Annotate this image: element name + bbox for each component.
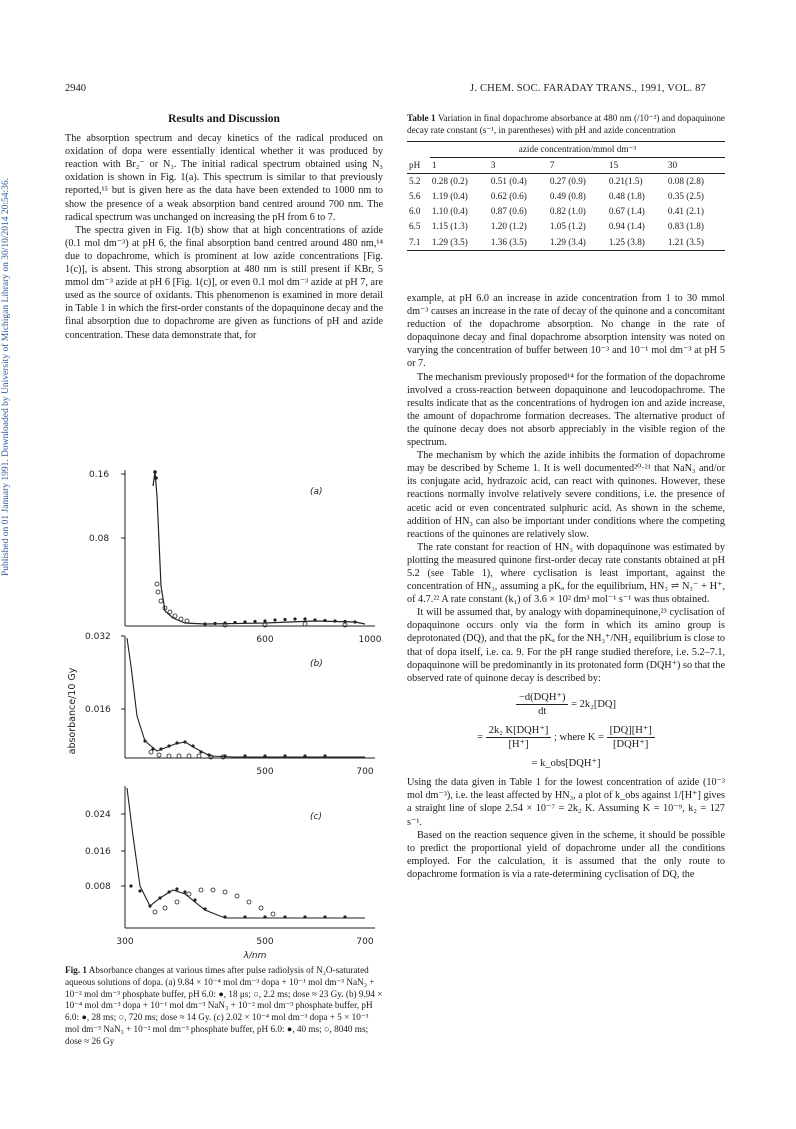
eq-numerator: −d(DQH⁺) (516, 691, 568, 705)
x-axis-label: λ/nm (243, 951, 267, 961)
paragraph: The rate constant for reaction of HN₃ with dopaquinone was estimated by plotting the measured quinone first-order decay rate constants obtained at pH 5.2 (see Table 1), where cyclisation is least important, against the concentration of HN₃, assuming a pKₐ for the equilibrium, HN₃ ⇌ N₃⁻ + H⁺, of 4.7.²² A rate constant (k₁) of 3.6 × 10² dm³ mol⁻¹ s⁻¹ was thus obtained. (407, 541, 725, 606)
tick-label: 700 (356, 937, 374, 947)
equation-2 (407, 724, 725, 751)
eq-numerator: [DQ][H⁺] (607, 724, 655, 738)
tick-label: 500 (256, 937, 274, 947)
journal-header: J. CHEM. SOC. FARADAY TRANS., 1991, VOL. 87 (470, 83, 706, 94)
table-cell: 1.19 (0.4) (431, 191, 468, 202)
column-header: 3 (489, 158, 548, 174)
table-cell: 1.25 (3.8) (607, 235, 666, 251)
table-cell: 0.67 (1.4) (608, 206, 645, 217)
tick-label: 0.08 (89, 534, 110, 544)
table-row (407, 235, 725, 251)
table-cell: 0.48 (1.8) (608, 191, 645, 202)
tick-label: 1000 (358, 635, 382, 645)
panel-label: (b) (310, 659, 323, 669)
panel-a (89, 470, 382, 645)
table-cell: 1.36 (3.5) (489, 235, 548, 251)
figure-1 (65, 466, 395, 961)
table-cell: 0.94 (1.4) (608, 221, 645, 232)
eq-numerator: 2k₂ K[DQH⁺] (486, 724, 552, 738)
table-cell: 0.28 (0.2) (431, 176, 468, 187)
panel-label: (a) (310, 487, 323, 497)
table-cell: 0.83 (1.8) (667, 221, 704, 232)
table-cell: 1.15 (1.3) (431, 221, 468, 232)
panel-b (85, 632, 375, 777)
table-cell: 1.05 (1.2) (549, 221, 586, 232)
tick-label: 600 (256, 635, 274, 645)
tick-label: 0.016 (85, 705, 111, 715)
eq-denominator: [H⁺] (508, 739, 529, 751)
page-number: 2940 (65, 83, 86, 94)
table-cell: 1.20 (1.2) (490, 221, 527, 232)
download-notice: Published on 01 January 1991. Downloaded by University of Michigan Library on 30/10/2014 20:54:36. (1, 177, 11, 577)
table-caption-text: Variation in final dopachrome absorbance at 480 nm (/10⁻²) and dopaquinone decay rate constant (s⁻¹, in parentheses) with pH and azide concentration (407, 113, 725, 135)
table-block (407, 113, 725, 251)
table-cell: 0.87 (0.6) (490, 206, 527, 217)
table-cell: 5.2 (409, 176, 421, 187)
tick-label: 0.032 (85, 632, 111, 642)
figure-caption-label: Fig. 1 (65, 965, 87, 975)
table-cell: 0.08 (2.8) (667, 176, 704, 187)
tick-label: 500 (256, 767, 274, 777)
column-header: 7 (548, 158, 607, 174)
y-axis-label: absorbance/10 Gy (67, 667, 78, 755)
panel-c (85, 786, 375, 961)
tick-label: 0.024 (85, 810, 111, 820)
table-row (407, 174, 725, 190)
table-caption-label: Table 1 (407, 113, 436, 123)
column-header: 1 (430, 158, 489, 174)
tick-label: 0.008 (85, 882, 111, 892)
equation-3: = k_obs[DQH⁺] (531, 758, 601, 770)
panel-label: (c) (310, 812, 322, 822)
tick-label: 0.16 (89, 470, 110, 480)
table-cell: 0.82 (1.0) (549, 206, 586, 217)
equation-1 (407, 691, 725, 718)
paragraph: The spectra given in Fig. 1(b) show that at high concentrations of azide (0.1 mol dm⁻³) at pH 6, the final absorption band centred around 480 nm,¹⁴ due to dopachrome, which is prominent at low azide concentrations [Fig. 1(c)], is absent. This strong absorption at 480 nm is still present if KBr, 5 mmol dm⁻³ azide at pH 6 [Fig. 1(c)], or even 0.1 mol dm⁻³ azide at pH 7, are used as the source of oxidants. This phenomenon is examined in more detail in Table 1 in which the first-order constants of the dopaquinone decay and the final absorption due to dopachrome are given as functions of pH and azide concentration. These data demonstrate that, for (65, 224, 383, 341)
paragraph: The mechanism by which the azide inhibits the formation of dopachrome may be described by Scheme 1. It is well documented²⁰·²¹ that NaN₃ and/or its conjugate acid, hydrazoic acid, can react with quinones. However, these reactions normally involve relatively severe conditions, i.e. the presence of acetic acid or even concentrated sulphuric acid. As shown in the scheme, addition of HN₃ can also be important under conditions where the competing reactions of the quinones are relatively slow. (407, 450, 725, 540)
paragraph: The absorption spectrum and decay kinetics of the radical produced on oxidation of dopa were essentially identical whether it was produced by reaction with Br₂⁻ or N₃. The initial radical spectrum obtained using N₃ oxidation is shown in Fig. 1(a). This spectrum is similar to that previously reported,¹⁵ but is given here as the data have been extended to 1000 nm to show the presence of a weak absorption band centred around 700 nm. The radical spectrum was unchanged on increasing the pH from 6 to 7. (65, 133, 383, 223)
table-cell: 1.10 (0.4) (431, 206, 468, 217)
right-column (407, 292, 725, 881)
left-column (65, 113, 383, 342)
eq-denominator: dt (538, 705, 547, 717)
table-cell: 0.62 (0.6) (490, 191, 527, 202)
figure-caption (65, 965, 383, 1048)
eq-text: ; where K = (553, 732, 604, 743)
table-cell: 0.21(1.5) (608, 176, 643, 187)
data-table (407, 141, 725, 251)
table-cell: 6.5 (409, 221, 421, 232)
table-cell: 0.27 (0.9) (549, 176, 586, 187)
paragraph: Using the data given in Table 1 for the lowest concentration of azide (10⁻³ mol dm⁻³), i.e. the least affected by HN₃, a plot of k_obs against 1/[H⁺] gives a straight line of slope 2.54 × 10⁻⁷ = 2k₂ K. Assuming K = 10⁻⁹, k₂ = 127 s⁻¹. (407, 777, 725, 828)
table-group-header: azide concentration/mmol dm⁻³ (430, 142, 725, 158)
paragraph: It will be assumed that, by analogy with dopaminequinone,²³ cyclisation of dopaquinone occurs only via the form in which its amino group is deprotonated (DQ), and that the pKₐ for the NH₃⁺/NH₂ equilibrium is close to that of dopa itself, i.e. ca. 9. For the pH range studied therefore, i.e. 5.2–7.1, dopaquinone will be predominantly in its protonated form (DQH⁺) so that the observed rate of quinone decay is described by: (407, 607, 725, 684)
eq-text: = (477, 732, 484, 743)
table-cell: 0.41 (2.1) (667, 206, 704, 217)
table-cell: 6.0 (409, 206, 421, 217)
tick-label: 700 (356, 767, 374, 777)
table-cell: 7.1 (407, 235, 430, 251)
paragraph: The mechanism previously proposed¹⁴ for the formation of the dopachrome involved a cross-reaction between dopaquinone and leucodopachrome. The results indicate that as the concentrations of hydrogen ion and azide increase, the amount of dopachrome formation decreases. The alternative product of the quinone decay does not absorb appreciably in the visible region of the spectrum. (407, 371, 725, 449)
column-header: 30 (666, 158, 725, 174)
table-row (407, 204, 725, 219)
section-title: Results and Discussion (168, 113, 280, 125)
table-cell: 0.35 (2.5) (667, 191, 704, 202)
table-cell: 5.6 (409, 191, 421, 202)
column-header: pH (407, 158, 430, 174)
tick-label: 300 (116, 937, 134, 947)
paragraph: Based on the reaction sequence given in the scheme, it should be possible to predict the proportional yield of dopachrome under all the conditions employed. For the calculation, it is assumed that the only route to dopachrome formation is via a rate-determining cyclisation of DQ, the (407, 829, 725, 880)
column-header: 15 (607, 158, 666, 174)
table-caption (407, 113, 725, 136)
table-cell: 0.51 (0.4) (490, 176, 527, 187)
table-cell: 1.29 (3.4) (548, 235, 607, 251)
table-cell: 1.21 (3.5) (666, 235, 725, 251)
table-cell: 0.49 (0.8) (549, 191, 586, 202)
eq-rhs: = 2k₂[DQ] (571, 698, 616, 710)
table-row (407, 219, 725, 234)
figure-caption-text: Absorbance changes at various times after pulse radiolysis of N₂O-saturated aqueous solutions of dopa. (a) 9.84 × 10⁻⁴ mol dm⁻³ dopa + 10⁻¹ mol dm⁻³ NaN₃ + 10⁻² mol dm⁻³ phosphate buffer, pH 6.0: ●, 18 μs; ○, 2.2 ms; dose ≈ 23 Gy. (b) 9.94 × 10⁻⁴ mol dm⁻³ dopa + 10⁻¹ mol dm⁻³ NaN₃ + 10⁻² mol dm⁻³ phosphate buffer, pH 6.0: ●, 28 ms; ○, 720 ms; dose ≈ 14 Gy. (c) 2.02 × 10⁻⁴ mol dm⁻³ dopa + 5 × 10⁻³ mol dm⁻³ NaN₃ + 10⁻² mol dm⁻³ phosphate buffer, pH 6.0: ●, 40 ms; ○, 8040 ms; dose ≈ 26 Gy (65, 965, 383, 1046)
eq-denominator: [DQH⁺] (613, 739, 649, 751)
figure-1-plot (65, 466, 395, 961)
table-row (407, 189, 725, 204)
table-cell: 1.29 (3.5) (430, 235, 489, 251)
paragraph: example, at pH 6.0 an increase in azide concentration from 1 to 30 mmol dm⁻³ causes an increase in the rate of decay of the quinone and a concomitant reduction of the dopachrome absorption. No change in the rate of dopaquinone decay and final dopachrome absorption intensity was noted on varying the concentration of buffer between 10⁻³ and 10⁻¹ mol dm⁻³ at pH 5 or 7. (407, 293, 725, 370)
tick-label: 0.016 (85, 847, 111, 857)
